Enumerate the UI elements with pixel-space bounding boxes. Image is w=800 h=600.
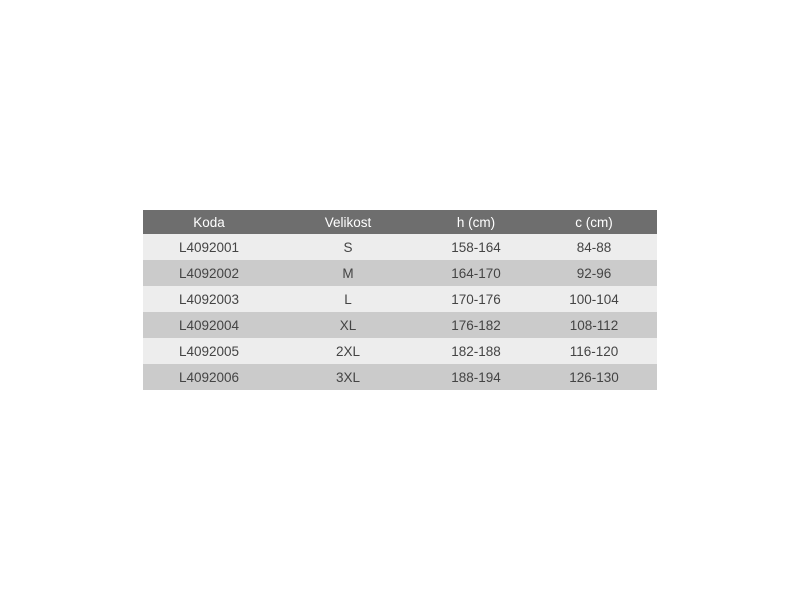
- cell-height: 170-176: [421, 286, 531, 312]
- table-row: [143, 286, 657, 312]
- table-row: [143, 312, 657, 338]
- cell-code: L4092002: [143, 260, 275, 286]
- size-chart-table: [143, 210, 657, 390]
- cell-height: 176-182: [421, 312, 531, 338]
- column-header-height: h (cm): [421, 210, 531, 234]
- cell-code: L4092003: [143, 286, 275, 312]
- cell-height: 158-164: [421, 234, 531, 260]
- cell-chest: 84-88: [531, 234, 657, 260]
- table-row: [143, 338, 657, 364]
- cell-size: XL: [275, 312, 421, 338]
- cell-code: L4092004: [143, 312, 275, 338]
- cell-height: 164-170: [421, 260, 531, 286]
- cell-size: S: [275, 234, 421, 260]
- cell-size: 3XL: [275, 364, 421, 390]
- table-header: [143, 210, 657, 234]
- cell-code: L4092001: [143, 234, 275, 260]
- table-row: [143, 234, 657, 260]
- column-header-size: Velikost: [275, 210, 421, 234]
- cell-size: 2XL: [275, 338, 421, 364]
- cell-chest: 108-112: [531, 312, 657, 338]
- cell-size: M: [275, 260, 421, 286]
- cell-code: L4092005: [143, 338, 275, 364]
- cell-chest: 100-104: [531, 286, 657, 312]
- cell-code: L4092006: [143, 364, 275, 390]
- cell-height: 182-188: [421, 338, 531, 364]
- cell-chest: 126-130: [531, 364, 657, 390]
- table-body: [143, 234, 657, 390]
- table-row: [143, 260, 657, 286]
- header-row: [143, 210, 657, 234]
- cell-size: L: [275, 286, 421, 312]
- cell-height: 188-194: [421, 364, 531, 390]
- column-header-chest: c (cm): [531, 210, 657, 234]
- cell-chest: 92-96: [531, 260, 657, 286]
- cell-chest: 116-120: [531, 338, 657, 364]
- column-header-code: Koda: [143, 210, 275, 234]
- table-row: [143, 364, 657, 390]
